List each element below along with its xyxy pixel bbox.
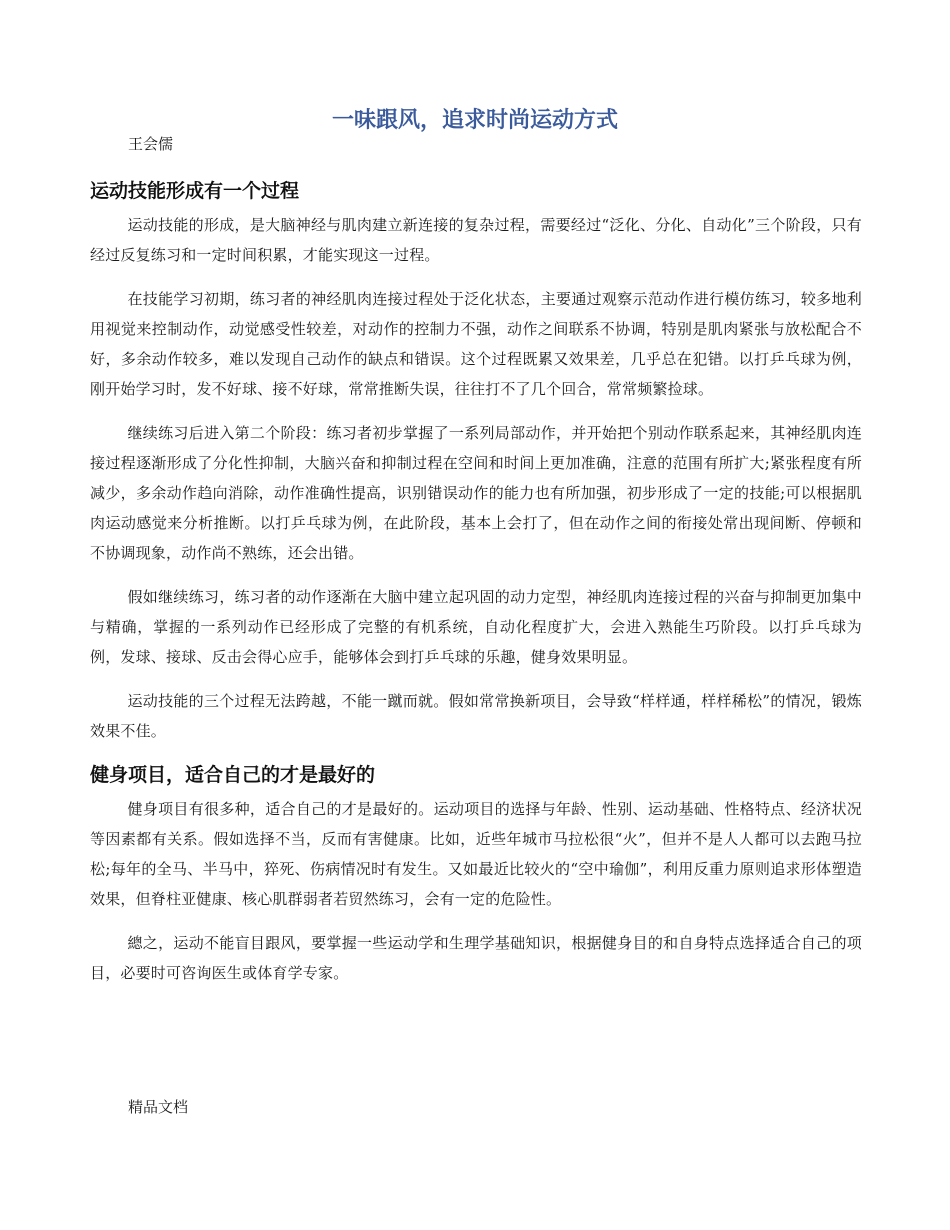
- paragraph: 總之，运动不能盲目跟风，要掌握一些运动学和生理学基础知识，根据健身目的和自身特点选择适合自己的项目，必要时可咨询医生或体育学专家。: [90, 934, 862, 982]
- section-heading: 健身项目，适合自己的才是最好的: [90, 764, 376, 786]
- paragraph: 运动技能的三个过程无法跨越，不能一蹴而就。假如常常换新项目，会导致“样样通，样样稀松”的情况，锻炼效果不佳。: [90, 692, 862, 740]
- section-heading: 运动技能形成有一个过程: [90, 180, 300, 202]
- paragraph: 在技能学习初期，练习者的神经肌肉连接过程处于泛化状态，主要通过观察示范动作进行模仿练习，较多地利用视觉来控制动作，动觉感受性较差，对动作的控制力不强，动作之间联系不协调，特别是肌肉紧张与放松配合不好，多余动作较多，难以发现自己动作的缺点和错误。这个过程既累又效果差，几乎总在犯错。以打乒乓球为例，刚开始学习时，发不好球、接不好球，常常推断失误，往往打不了几个回合，常常频繁捡球。: [90, 290, 862, 398]
- paragraph: 健身项目有很多种，适合自己的才是最好的。运动项目的选择与年龄、性别、运动基础、性格特点、经济状况等因素都有关系。假如选择不当，反而有害健康。比如，近些年城市马拉松很“火”，但并不是人人都可以去跑马拉松;每年的全马、半马中，猝死、伤病情况时有发生。又如最近比较火的“空中瑜伽”，利用反重力原则追求形体塑造效果，但脊柱亚健康、核心肌群弱者若贸然练习，会有一定的危险性。: [90, 800, 862, 908]
- section-fitness-choice: [90, 760, 862, 988]
- paragraph: 运动技能的形成，是大脑神经与肌肉建立新连接的复杂过程，需要经过“泛化、分化、自动化”三个阶段，只有经过反复练习和一定时间积累，才能实现这一过程。: [90, 216, 862, 264]
- paragraph: 假如继续练习，练习者的动作逐渐在大脑中建立起巩固的动力定型，神经肌肉连接过程的兴奋与抑制更加集中与精确，掌握的一系列动作已经形成了完整的有机系统，自动化程度扩大，会进入熟能生巧阶段。以打乒乓球为例，发球、接球、反击会得心应手，能够体会到打乒乓球的乐趣，健身效果明显。: [90, 588, 862, 666]
- footer-note: 精品文档: [128, 1098, 189, 1116]
- document-body: [90, 176, 862, 1002]
- section-skill-formation: [90, 176, 862, 746]
- document-title: 一味跟风，追求时尚运动方式: [331, 108, 618, 133]
- paragraph: 继续练习后进入第二个阶段：练习者初步掌握了一系列局部动作，并开始把个别动作联系起来，其神经肌肉连接过程逐渐形成了分化性抑制，大脑兴奋和抑制过程在空间和时间上更加准确，注意的范围有所扩大;紧张程度有所减少，多余动作趋向消除，动作准确性提高，识别错误动作的能力也有所加强，初步形成了一定的技能;可以根据肌肉运动感觉来分析推断。以打乒乓球为例，在此阶段，基本上会打了，但在动作之间的衔接处常出现间断、停顿和不协调现象，动作尚不熟练，还会出错。: [90, 424, 862, 562]
- author-name: 王会儒: [128, 135, 174, 153]
